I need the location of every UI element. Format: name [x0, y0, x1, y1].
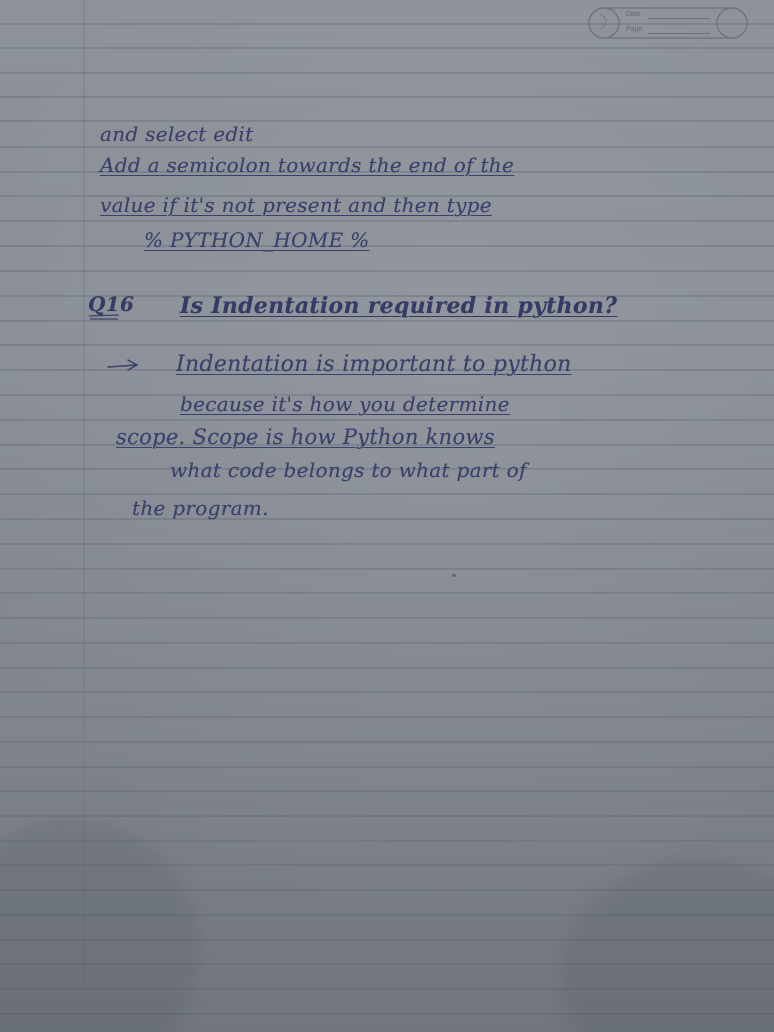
- pencil-dot: [452, 574, 456, 577]
- note-line-2: Add a semicolon towards the end of the: [100, 153, 515, 177]
- arrow-right-icon: [106, 358, 144, 374]
- answer-line-5: the program.: [132, 496, 269, 520]
- page-label: Page: [626, 26, 643, 33]
- question-number: Q16: [88, 292, 135, 316]
- date-page-badge-icon: [570, 2, 750, 44]
- answer-line-3: scope. Scope is how Python knows: [116, 425, 495, 449]
- page-fill-line: [648, 33, 710, 34]
- note-line-1: and select edit: [100, 122, 254, 146]
- date-page-badge: [570, 2, 750, 44]
- date-label: Date: [626, 11, 641, 18]
- date-fill-line: [648, 18, 710, 19]
- note-line-3: value if it's not present and then type: [100, 193, 492, 217]
- question-text: Is Indentation required in python?: [180, 293, 618, 319]
- question-number-underline: [88, 313, 122, 321]
- answer-line-4: what code belongs to what part of: [170, 458, 527, 482]
- answer-line-1: Indentation is important to python: [176, 352, 572, 377]
- answer-line-2: because it's how you determine: [180, 392, 510, 416]
- note-line-4: % PYTHON_HOME %: [144, 228, 370, 252]
